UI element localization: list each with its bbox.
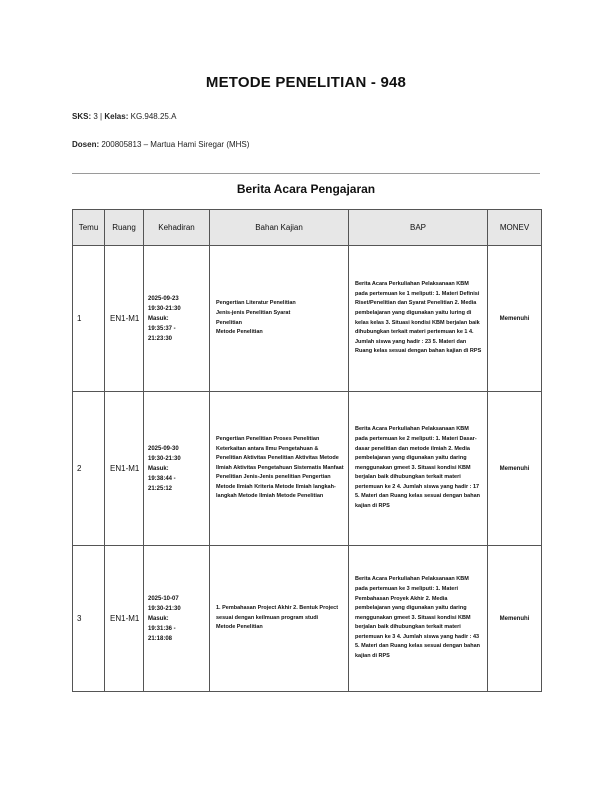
sks-value: 3	[93, 112, 98, 121]
cell-kehadiran: 2025-10-07 19:30-21:30 Masuk: 19:31:36 - 21:18:08	[144, 546, 210, 692]
header-monev: MONEV	[488, 210, 542, 246]
cell-kehadiran: 2025-09-30 19:30-21:30 Masuk: 19:38:44 - 21:25:12	[144, 392, 210, 546]
cell-ruang: EN1-M1	[105, 392, 144, 546]
table-row	[73, 546, 542, 692]
horizontal-divider	[72, 173, 540, 174]
cell-monev: Memenuhi	[488, 246, 542, 392]
dosen-label: Dosen:	[72, 140, 100, 149]
cell-ruang: EN1-M1	[105, 246, 144, 392]
cell-bahan-kajian: Pengertian Literatur Penelitian Jenis-jenis Penelitian Syarat Penelitian Metode Penelitian	[210, 246, 349, 392]
table-row	[73, 246, 542, 392]
sks-label: SKS:	[72, 112, 92, 121]
table-row	[73, 392, 542, 546]
page-title: METODE PENELITIAN - 948	[205, 74, 407, 91]
cell-temu: 3	[73, 546, 105, 692]
separator: |	[100, 112, 103, 121]
course-info-line	[72, 112, 176, 121]
kelas-value: KG.948.25.A	[130, 112, 177, 121]
cell-ruang: EN1-M1	[105, 546, 144, 692]
cell-bahan-kajian: 1. Pembahasan Project Akhir 2. Bentuk Project sesuai dengan keilmuan program studi Metode Penelitian	[210, 546, 349, 692]
teaching-record-table	[72, 209, 542, 692]
cell-bahan-kajian: Pengertian Penelitian Proses Penelitian Keterkaitan antara Ilmu Pengetahuan & Penelitian Aktivitas Penelitian Aktivitas Metode Ilmiah Aktivitas Pengetahuan Sistematis Manfaat Penelitian Jenis-Jenis penelitian Pengertian Metode Ilmiah Kriteria Metode Ilmiah langkah-langkah Metode Ilmiah Metode Penelitian	[210, 392, 349, 546]
header-ruang: Ruang	[105, 210, 144, 246]
cell-kehadiran: 2025-09-23 19:30-21:30 Masuk: 19:35:37 - 21:23:30	[144, 246, 210, 392]
kelas-label: Kelas:	[104, 112, 129, 121]
cell-bap: Berita Acara Perkuliahan Pelaksanaan KBM pada pertemuan ke 2 meliputi: 1. Materi Dasar-dasar penelitian dan metode ilmiah 2. Media pembelajaran yang digunakan yaitu daring menggunakan gmeet 3. Situasi kondisi KBM berjalan baik dihubungkan terkait materi pertemuan ke 2 4. Jumlah siswa yang hadir : 17 5. Materi dan Ruang kelas sesuai dengan bahan kajian di RPS	[349, 392, 488, 546]
header-temu: Temu	[73, 210, 105, 246]
cell-bap: Berita Acara Perkuliahan Pelaksanaan KBM pada pertemuan ke 1 meliputi: 1. Materi Definisi Riset/Penelitian dan Syarat Penelitian 2. Media pembelajaran yang digunakan yaitu luring di kelas kelas 3. Situasi kondisi KBM berjalan baik dihubungkan terkait materi pertemuan ke 1 4. Jumlah siswa yang hadir : 23 5. Materi dan Ruang kelas sesuai dengan bahan kajian di RPS	[349, 246, 488, 392]
cell-temu: 1	[73, 246, 105, 392]
section-title: Berita Acara Pengajaran	[236, 182, 376, 196]
lecturer-info-line	[72, 140, 249, 149]
cell-bap: Berita Acara Perkuliahan Pelaksanaan KBM pada pertemuan ke 3 meliputi: 1. Materi Pembahasan Proyek Akhir 2. Media pembelajaran yang digunakan yaitu daring menggunakan gmeet 3. Situasi kondisi KBM berjalan baik dihubungkan terkait materi pertemuan ke 3 4. Jumlah siswa yang hadir : 43 5. Materi dan Ruang kelas sesuai dengan bahan kajian di RPS	[349, 546, 488, 692]
header-bahan-kajian: Bahan Kajian	[210, 210, 349, 246]
header-bap: BAP	[349, 210, 488, 246]
header-kehadiran: Kehadiran	[144, 210, 210, 246]
cell-monev: Memenuhi	[488, 392, 542, 546]
cell-temu: 2	[73, 392, 105, 546]
table-header-row	[73, 210, 542, 246]
dosen-value: 200805813 – Martua Hami Siregar (MHS)	[101, 140, 250, 149]
cell-monev: Memenuhi	[488, 546, 542, 692]
